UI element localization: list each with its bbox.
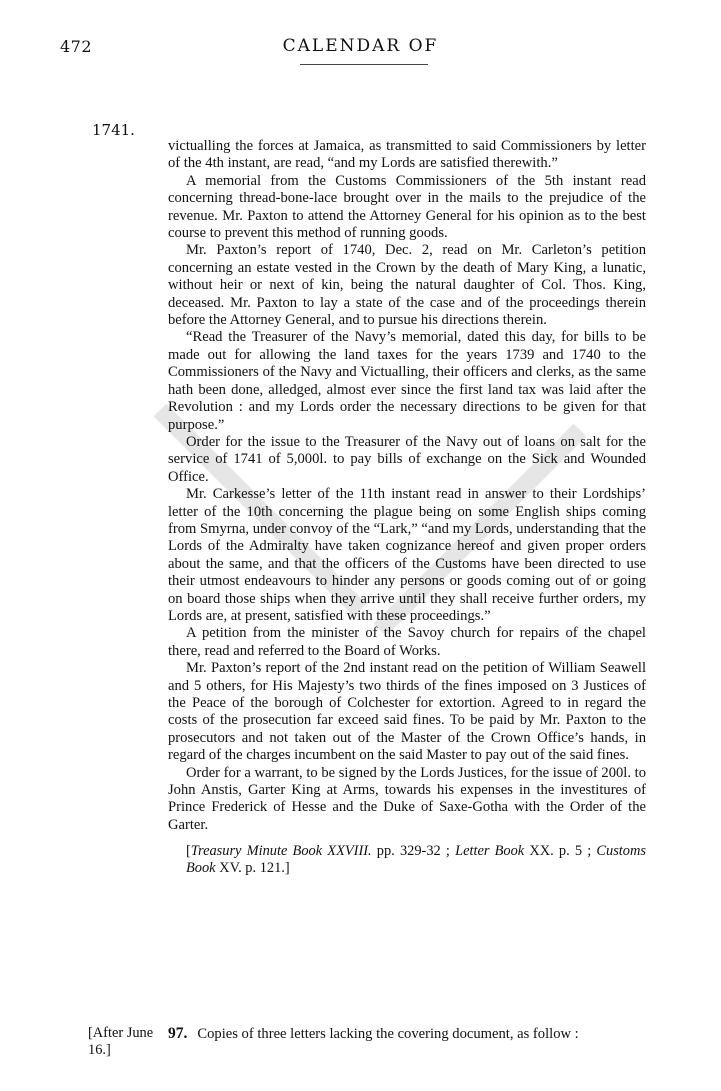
paragraph: Order for the issue to the Treasurer of the Navy out of loans on salt for the service of 1741 of 5,000l. to pay bills of exchange on the Sick and Wounded Office. (168, 433, 646, 485)
entry-text (168, 1025, 646, 1043)
entry-date: [After June 16.] (88, 1025, 154, 1059)
paragraph: A petition from the minister of the Savoy church for repairs of the chapel there, read and referred to the Board of Works. (168, 625, 646, 659)
source-title: Letter Book (455, 843, 525, 860)
margin-year: 1741. (92, 121, 135, 139)
paragraph: Order for a warrant, to be signed by the Lords Justices, for the issue of 200l. to John Anstis, Garter King at Arms, towards his expenses in the investitures of Prince Frederick of Hesse and the Duke of Saxe-Gotha with the Order of the Garter. (168, 764, 646, 833)
paragraph: victualling the forces at Jamaica, as transmitted to said Commissioners by letter of the 4th instant, are read, “and my Lords are satisfied therewith.” (168, 138, 646, 172)
paragraph: A memorial from the Customs Commissioners of the 5th instant read concerning thread-bone-lace brought over in the mails to the prejudice of the revenue. Mr. Paxton to attend the Attorney General for his opinion as to the best course to prevent this method of running goods. (168, 172, 646, 242)
source-citation (168, 843, 646, 877)
source-pages: XV. p. 121.] (215, 860, 290, 877)
paragraph: Mr. Carkesse’s letter of the 11th instant read in answer to their Lordships’ letter of the 10th concerning the plague being on some English ships coming from Smyrna, under convoy of the “Lark,” “and my Lords, understanding that the Lords of the Admiralty have taken cognizance hereof and given proper orders about the same, and that the officers of the Customs have been directed to use their utmost endeavours to hinder any persons or goods coming out of or going on board those ships when they arrive until they shall receive further orders, my Lords are, at present, satisfied with these proceedings.” (168, 486, 646, 624)
source-pages: pp. 329-32 ; (371, 843, 456, 860)
source-pages: XX. p. 5 ; (524, 843, 597, 860)
paragraph: “Read the Treasurer of the Navy’s memorial, dated this day, for bills to be made out for allowing the land taxes for the years 1739 and 1740 to the Commissioners of the Navy and Victualling, their officers and clerks, as the same hath been done, alledged, almost ever since the first land tax was laid after the Revolution : and my Lords order the necessary directions to be given for that purpose.” (168, 329, 646, 433)
source-bracket: [ (186, 843, 191, 860)
entry-body: Copies of three letters lacking the covering document, as follow : (197, 1026, 579, 1042)
page-number: 472 (60, 37, 93, 56)
source-title: Customs Book (186, 843, 646, 877)
paragraph: Mr. Paxton’s report of 1740, Dec. 2, read on Mr. Carleton’s petition concerning an estate vested in the Crown by the death of Mary King, a lunatic, without heir or next of kin, being the natural daughter of Col. Thos. King, deceased. Mr. Paxton to lay a state of the case and of the proceedings therein before the Attorney General, and to pursue his directions therein. (168, 242, 646, 329)
entry-number: 97. (168, 1025, 188, 1042)
paragraph: Mr. Paxton’s report of the 2nd instant read on the petition of William Seawell and 5 others, for His Majesty’s two thirds of the fines imposed on 3 Justices of the Peace of the borough of Colchester for extortion. Agreed to in regard the costs of the prosecution far exceed said fines. To be paid by Mr. Paxton to the prosecutors and not taken out of the Master of the Crown Office’s hands, in regard of the charges incumbent on the said Master to pay out of the said fines. (168, 660, 646, 764)
source-title: Treasury Minute Book XXVIII. (190, 843, 372, 860)
running-head: CALENDAR OF (282, 36, 439, 56)
main-body (168, 138, 646, 878)
header-rule (300, 64, 428, 65)
